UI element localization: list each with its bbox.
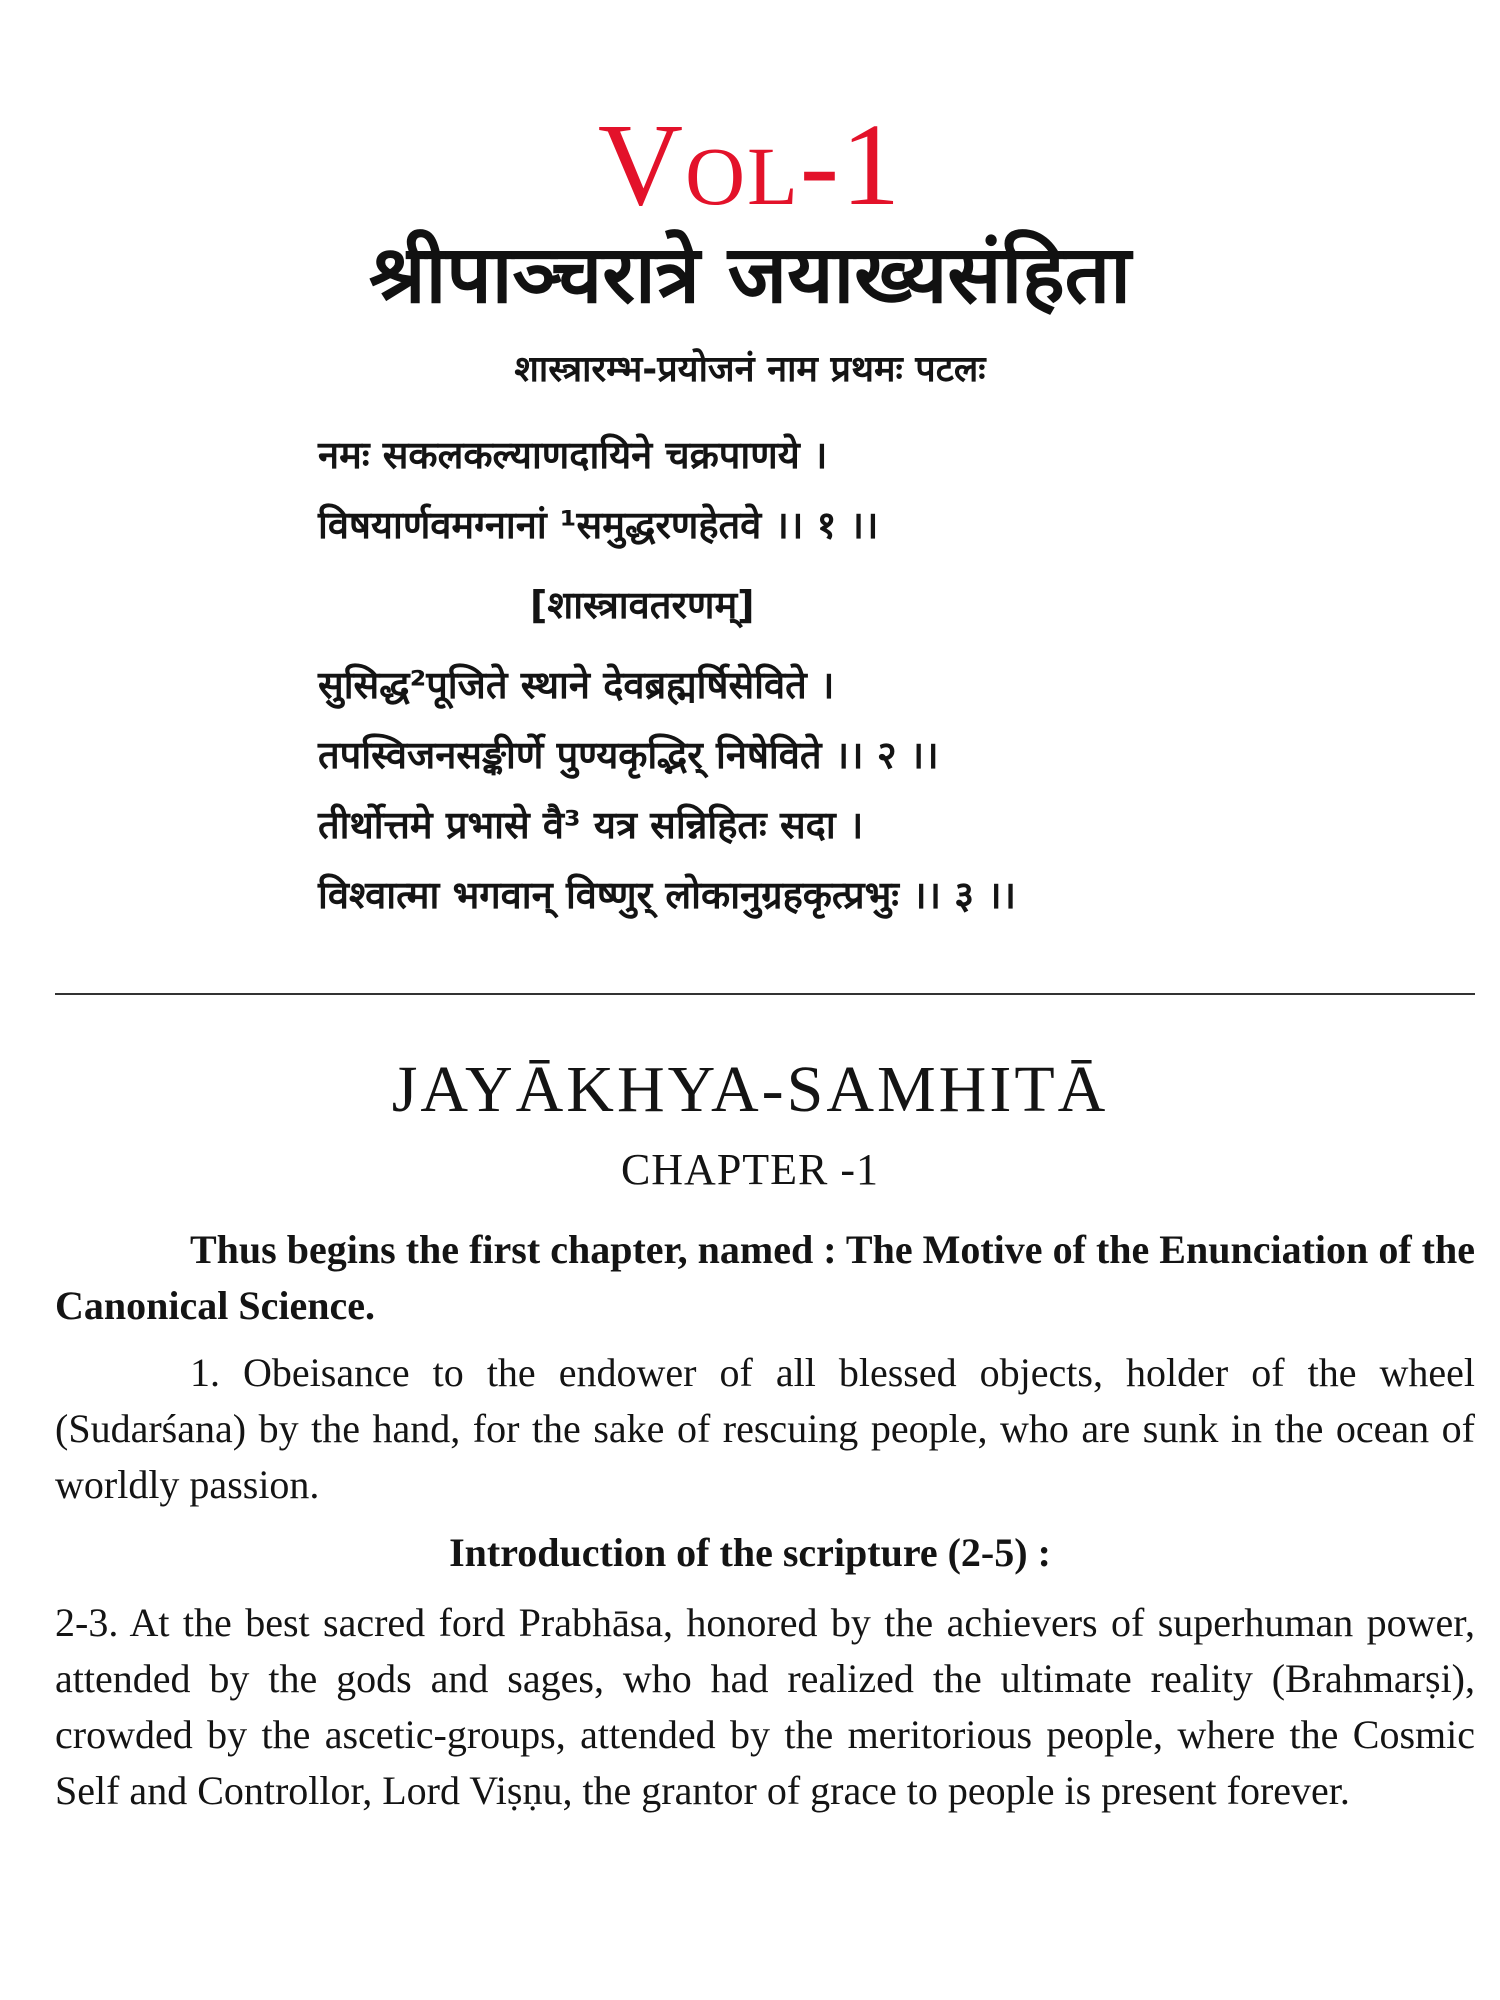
chapter-heading: CHAPTER -1 bbox=[620, 1145, 880, 1194]
verse-1-translation: 1. Obeisance to the endower of all blessed objects, holder of the wheel (Sudarśana) by the hand, for the sake of rescuing people, who are sunk in the ocean of worldly passion. bbox=[55, 1350, 1475, 1507]
verse-line: तीर्थोत्तमे प्रभासे वै³ यत्र सन्निहितः सदा । bbox=[318, 803, 864, 847]
intro-paragraph: Thus begins the first chapter, named : The Motive of the Enunciation of the Canonical Science. bbox=[55, 1227, 1475, 1328]
verse-line: सुसिद्ध²पूजिते स्थाने देवब्रह्मर्षिसेविते । bbox=[318, 663, 835, 707]
verse-2-3-translation: 2-3. At the best sacred ford Prabhāsa, honored by the achievers of superhuman power, attended by the gods and sages, who had realized the ultimate reality (Brahmarṣi), crowded by the ascetic-groups, attended by the meritorious people, where the Cosmic Self and Controllor, Lord Viṣṇu, the grantor of grace to people is present forever. bbox=[55, 1600, 1475, 1813]
verse-line: नमः सकलकल्याणदायिने चक्रपाणये । bbox=[318, 433, 828, 477]
verse-line: तपस्विजनसङ्कीर्णे पुण्यकृद्भिर् निषेविते ।। २ ।। bbox=[318, 733, 939, 777]
volume-title: Vol-1 bbox=[597, 99, 903, 230]
sanskrit-verses-1 bbox=[318, 420, 1468, 560]
sanskrit-verses-2 bbox=[318, 650, 1468, 930]
verse-line: विषयार्णवमग्नानां ¹समुद्धरणहेतवे ।। १ ।। bbox=[318, 503, 879, 547]
english-title: JAYĀKHYA-SAMHITĀ bbox=[391, 1053, 1109, 1126]
sanskrit-chapter-heading: शास्त्रारम्भ-प्रयोजनं नाम प्रथमः पटलः bbox=[514, 349, 986, 390]
divider bbox=[55, 993, 1475, 995]
sanskrit-title: श्रीपाञ्चरात्रे जयाख्यसंहिता bbox=[368, 228, 1131, 321]
verse-line: विश्वात्मा भगवान् विष्णुर् लोकानुग्रहकृत्प्रभुः ।। ३ ।। bbox=[318, 873, 1017, 917]
sanskrit-section-heading: [शास्त्रावतरणम्] bbox=[530, 583, 755, 627]
scripture-introduction-heading: Introduction of the scripture (2-5) : bbox=[449, 1530, 1051, 1575]
